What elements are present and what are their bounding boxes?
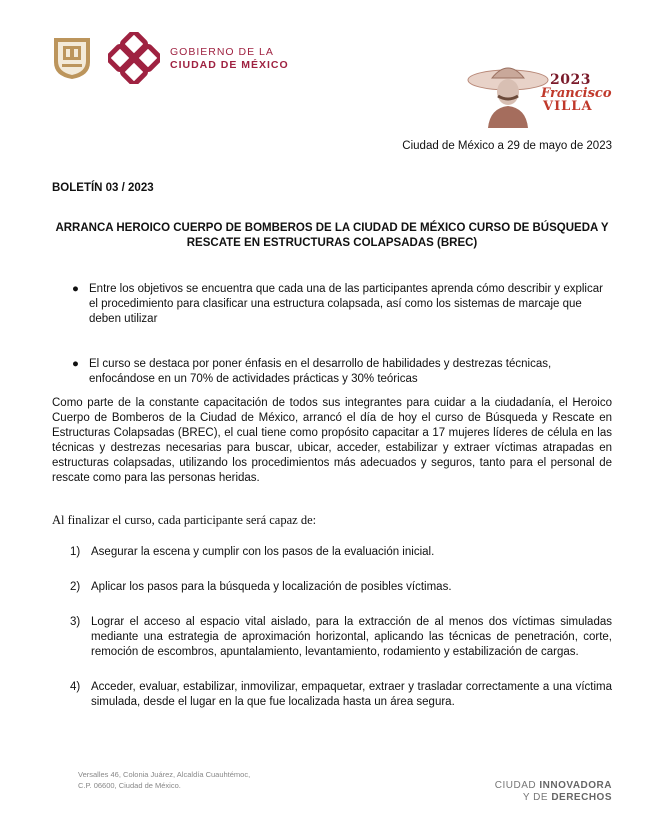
gov-line-1: GOBIERNO DE LA	[170, 46, 274, 58]
government-name	[170, 46, 289, 72]
slogan-word-2: INNOVADORA	[539, 780, 612, 791]
bullet-icon: ●	[72, 358, 79, 370]
footer-address	[78, 769, 250, 791]
bulletin-number: BOLETÍN 03 / 2023	[52, 182, 154, 194]
bullet-icon: ●	[72, 283, 79, 295]
objective-text: Aplicar los pasos para la búsqueda y localización de posibles víctimas.	[91, 581, 452, 593]
objective-number: 3)	[70, 616, 81, 628]
objective-item	[52, 580, 612, 595]
footer-slogan	[495, 780, 612, 804]
address-line-1: Versalles 46, Colonia Juárez, Alcaldía Cuauhtémoc,	[78, 770, 251, 779]
headline: ARRANCA HEROICO CUERPO DE BOMBEROS DE LA CIUDAD DE MÉXICO CURSO DE BÚSQUEDA Y RESCATE EN ESTRUCTURAS COLAPSADAS (BREC)	[55, 222, 609, 249]
objectives-list	[52, 545, 612, 710]
address-line-2: C.P. 06600, Ciudad de México.	[78, 781, 181, 790]
objective-number: 4)	[70, 681, 81, 693]
objective-number: 1)	[70, 546, 81, 558]
villa-name-first: Francisco	[541, 86, 612, 101]
body-paragraph: Como parte de la constante capacitación de todos sus integrantes para cuidar a la ciudadanía, el Heroico Cuerpo de Bomberos de la Ciudad de México, arrancó el día de hoy el curso de Búsqueda y Rescate en Estructuras Colapsadas (BREC), el cual tiene como propósito capacitar a 17 mujeres líderes de célula en las técnicas y destrezas necesarias para buscar, ubicar, acceder, estabilizar y extraer víctimas atrapadas en estructuras colapsadas, utilizando los procedimientos más adecuados y seguros, tanto para el personal de rescate como para las personas heridas.	[52, 397, 612, 484]
gov-line-2: CIUDAD DE MÉXICO	[170, 59, 289, 71]
slogan-word-3: Y DE	[522, 792, 549, 803]
slogan-word-4: DERECHOS	[551, 792, 612, 803]
objective-number: 2)	[70, 581, 81, 593]
objective-item	[52, 680, 612, 710]
highlight-text: El curso se destaca por poner énfasis en el desarrollo de habilidades y destrezas técnicas, enfocándose en un 70% de actividades prácticas y 30% teóricas	[89, 358, 552, 385]
objective-item	[52, 615, 612, 660]
objective-text: Lograr el acceso al espacio vital aislado, para la extracción de al menos dos víctimas simuladas mediante una estrategia de aproximación horizontal, aplicando las técnicas de penetración, corte, remoción de escombros, apuntalamiento, levantamiento, rodamiento y estabilización de cargas.	[91, 616, 612, 658]
release-date: Ciudad de México a 29 de mayo de 2023	[402, 140, 612, 152]
highlight-item	[52, 282, 612, 327]
villa-name-last: VILLA	[543, 99, 593, 114]
cdmx-shield-logo	[52, 36, 92, 80]
objective-text: Asegurar la escena y cumplir con los pasos de la evaluación inicial.	[91, 546, 435, 558]
cdmx-flower-logo	[108, 32, 160, 84]
slogan-word-1: CIUDAD	[494, 780, 537, 791]
highlight-text: Entre los objetivos se encuentra que cada una de las participantes aprenda cómo describir y explicar el procedimiento para clasificar una estructura colapsada, así como los sistemas de marcaje que deben utilizar	[89, 283, 603, 325]
objectives-lead: Al finalizar el curso, cada participante será capaz de:	[52, 513, 317, 527]
highlight-item	[52, 357, 612, 387]
objective-text: Acceder, evaluar, estabilizar, inmovilizar, empaquetar, extraer y trasladar correctamente a una víctima simulada, desde el lugar en la que fue localizada hasta un área segura.	[91, 681, 612, 708]
villa-year: 2023	[550, 72, 591, 88]
objective-item	[52, 545, 612, 560]
